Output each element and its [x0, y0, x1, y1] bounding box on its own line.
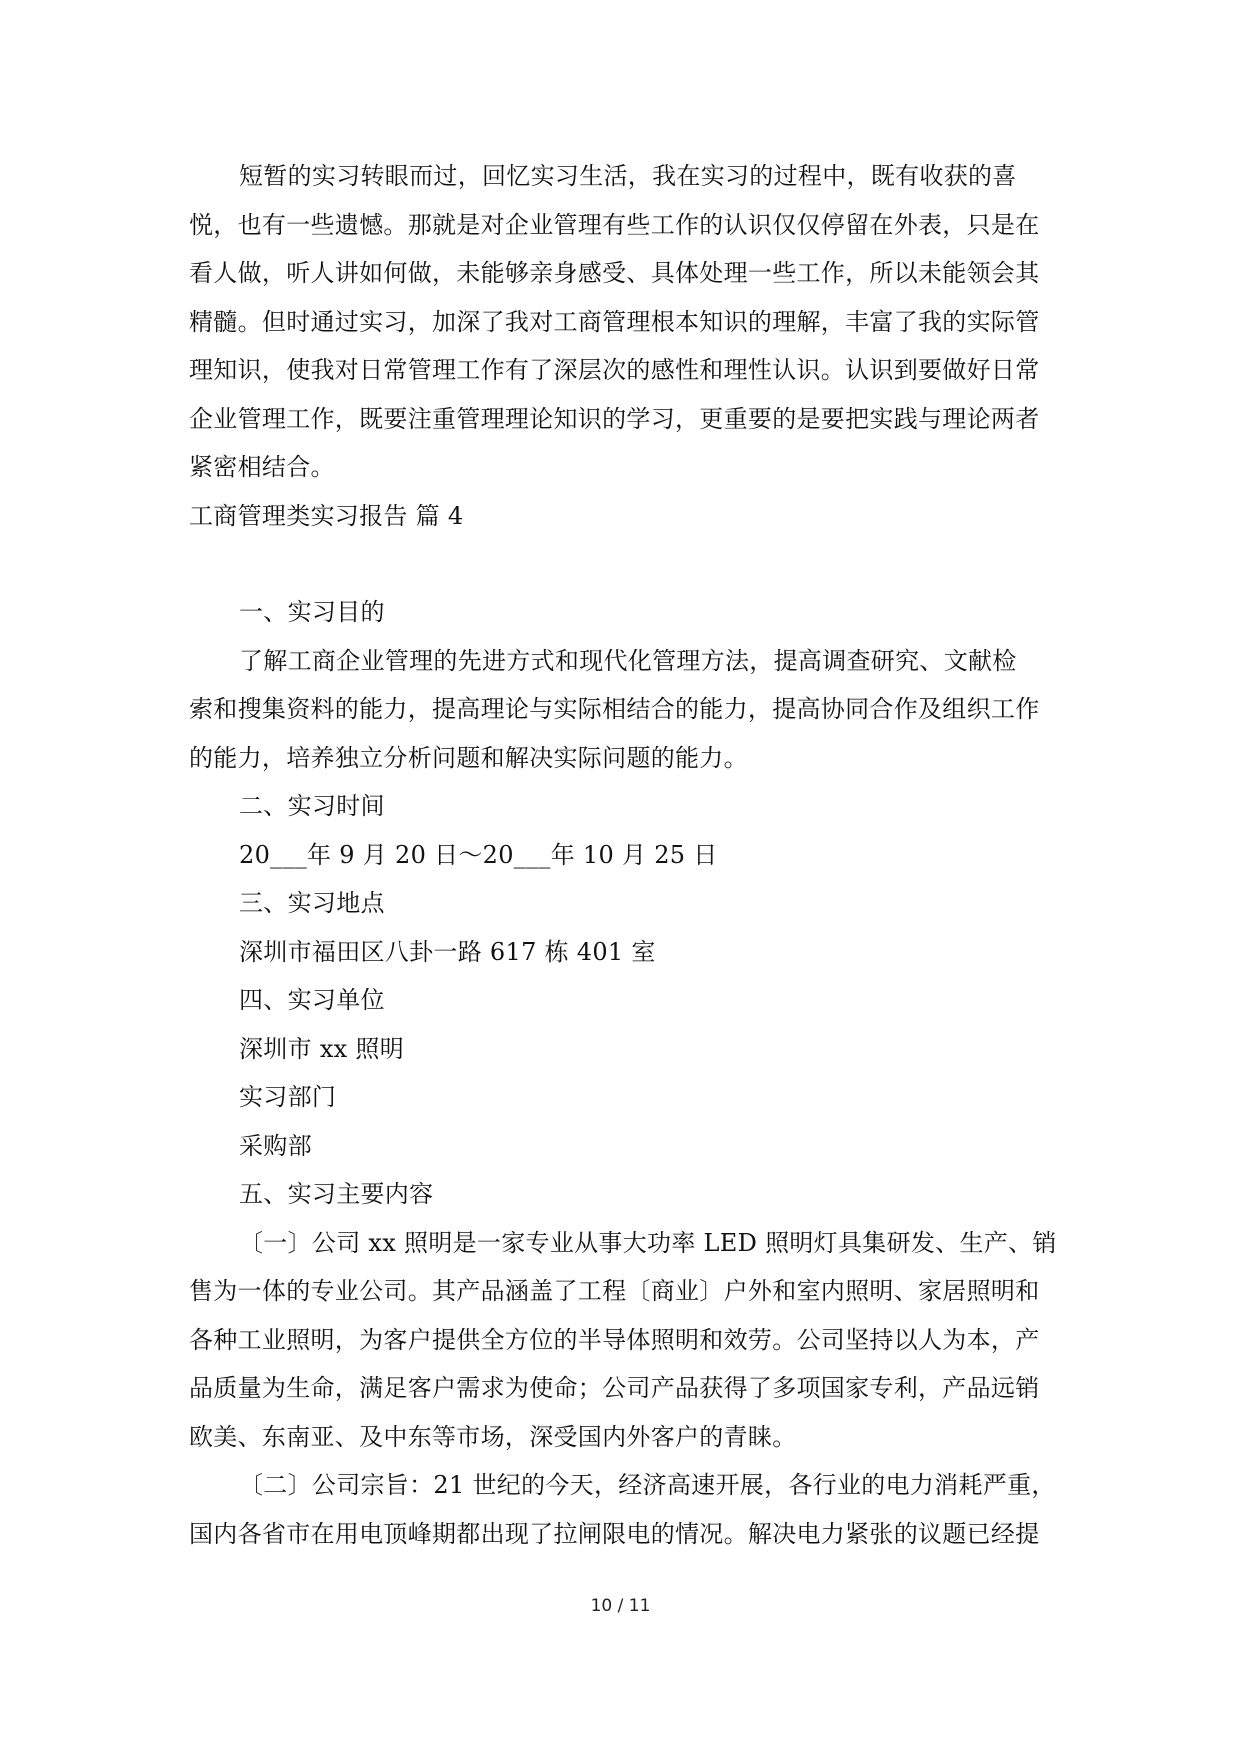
paragraph-line: 深圳市 xx 照明	[239, 1034, 405, 1063]
heading-line: 二、实习时间	[239, 792, 385, 820]
page-number: 10 / 11	[590, 1596, 651, 1616]
section-title: 工商管理类实习报告 篇 4	[189, 501, 464, 530]
document-body	[189, 152, 1055, 1558]
paragraph-line: 短暂的实习转眼而过，回忆实习生活，我在实习的过程中，既有收获的喜	[239, 162, 1017, 190]
paragraph-line: 理知识，使我对日常管理工作有了深层次的感性和理性认识。认识到要做好日常	[189, 356, 1040, 384]
paragraph-line: 20___年 9 月 20 日～20___年 10 月 25 日	[239, 840, 718, 869]
paragraph-line: 企业管理工作，既要注重管理理论知识的学习，更重要的是要把实践与理论两者	[189, 404, 1040, 433]
paragraph-line: 各种工业照明，为客户提供全方位的半导体照明和效劳。公司坚持以人为本，产	[189, 1325, 1040, 1354]
heading-line: 一、实习目的	[239, 598, 385, 626]
paragraph-line: 实习部门	[239, 1083, 337, 1111]
paragraph-line: 精髓。但时通过实习，加深了我对工商管理根本知识的理解，丰富了我的实际管	[189, 307, 1040, 336]
section-gap	[189, 540, 1055, 588]
heading-line: 四、实习单位	[239, 986, 385, 1014]
paragraph-line: 国内各省市在用电顶峰期都出现了拉闸限电的情况。解决电力紧张的议题已经提	[189, 1519, 1040, 1548]
paragraph-line: 紧密相结合。	[189, 453, 335, 481]
paragraph-line: 索和搜集资料的能力，提高理论与实际相结合的能力，提高协同合作及组织工作	[189, 695, 1040, 723]
paragraph-line: 深圳市福田区八卦一路 617 栋 401 室	[239, 937, 656, 966]
paragraph-line: 〔二〕公司宗旨：21 世纪的今天，经济高速开展，各行业的电力消耗严重，	[239, 1471, 1056, 1499]
paragraph-line: 欧美、东南亚、及中东等市场，深受国内外客户的青睐。	[189, 1422, 797, 1451]
paragraph-line: 看人做，听人讲如何做，未能够亲身感受、具体处理一些工作，所以未能领会其	[189, 259, 1040, 287]
paragraph-line: 采购部	[239, 1131, 312, 1160]
paragraph-line: 了解工商企业管理的先进方式和现代化管理方法，提高调查研究、文献检	[239, 646, 1017, 675]
heading-line: 五、实习主要内容	[239, 1180, 434, 1208]
paragraph-line: 〔一〕公司 xx 照明是一家专业从事大功率 LED 照明灯具集研发、生产、销	[239, 1228, 1057, 1257]
paragraph-line: 悦，也有一些遗憾。那就是对企业管理有些工作的认识仅仅停留在外表，只是在	[189, 210, 1040, 239]
heading-line: 三、实习地点	[239, 889, 385, 917]
paragraph-line: 的能力，培养独立分析问题和解决实际问题的能力。	[189, 743, 748, 772]
paragraph-line: 品质量为生命，满足客户需求为使命；公司产品获得了多项国家专利，产品远销	[189, 1374, 1040, 1402]
paragraph-line: 售为一体的专业公司。其产品涵盖了工程〔商业〕户外和室内照明、家居照明和	[189, 1277, 1040, 1305]
